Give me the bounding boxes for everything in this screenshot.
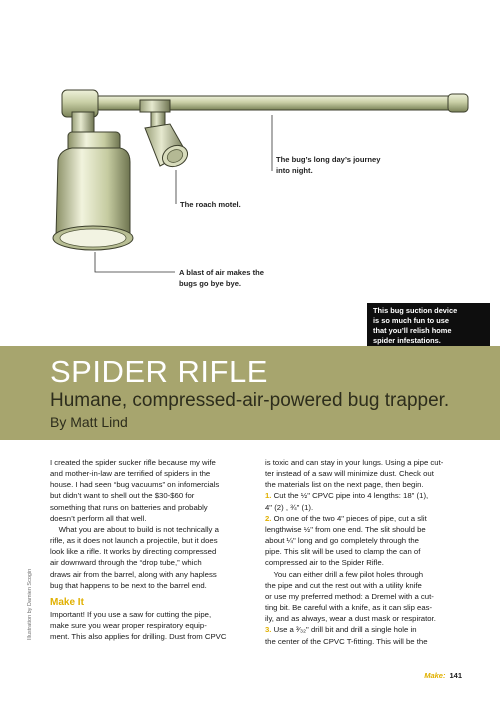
article-title: SPIDER RIFLE xyxy=(50,354,268,389)
step-number: 1. xyxy=(265,491,272,501)
body-line: about ¼" long and go completely through the xyxy=(265,536,419,546)
body-line: and mother-in-law are terrified of spiders in the xyxy=(50,469,211,479)
spider-rifle-illustration xyxy=(0,0,500,345)
page-footer xyxy=(424,671,462,680)
step-3-line: 3. Use a ³⁄₃₂" drill bit and drill a single hole in xyxy=(265,625,417,635)
body-line: You can either drill a few pilot holes through xyxy=(265,569,424,579)
make-it-heading: Make It xyxy=(50,596,84,608)
body-line: house. I had seen “bug vacuums” on infomercials xyxy=(50,480,220,490)
step-number: 2. xyxy=(265,513,272,523)
body-line: but didn’t want to shell out the $30-$60 for xyxy=(50,491,195,501)
body-line: doesn’t perform all that well. xyxy=(50,513,147,523)
body-line: the center of the CPVC T-fitting. This will be the xyxy=(265,636,428,646)
body-line: the materials list on the next page, then begin. xyxy=(265,480,424,490)
body-line: something that runs on batteries and probably xyxy=(50,502,208,512)
step-2-line: 2. On one of the two 4" pieces of pipe, cut a slit xyxy=(265,513,427,523)
air-can xyxy=(53,132,133,250)
body-line: pipe. This slit will be used to clamp the can of xyxy=(265,547,421,557)
callout-roach-motel: The roach motel. xyxy=(180,200,241,209)
body-line: air downward through the “drop tube,” which xyxy=(50,558,202,568)
callout-journey: The bug’s long day’s journey into night. xyxy=(276,155,381,175)
magazine-name: Make: xyxy=(424,671,446,680)
roach-motel-nozzle xyxy=(145,112,191,171)
page-number: 141 xyxy=(449,671,462,680)
callout-blast: A blast of air makes the bugs go bye bye. xyxy=(179,268,264,288)
body-line: or use my preferred method: a Dremel with a cut- xyxy=(265,591,434,601)
body-line: 4" (2) , ¾" (1). xyxy=(265,502,314,512)
body-line: ting bit. Be careful with a knife, as it can slip eas- xyxy=(265,603,433,613)
step-number: 3. xyxy=(265,625,272,635)
byline: By Matt Lind xyxy=(50,414,128,430)
body-line: Important! If you use a saw for cutting the pipe, xyxy=(50,609,212,619)
body-line: rifle, as it does not launch a projectile, but it does xyxy=(50,536,218,546)
body-line: lengthwise ½" from one end. The slit should be xyxy=(265,524,426,534)
caption-box: This bug suction device is so much fun to use that you’ll relish home spider infestations. xyxy=(367,303,490,346)
body-line: ment. This also applies for drilling. Dust from CPVC xyxy=(50,632,227,642)
body-line: compressed air to the Spider Rifle. xyxy=(265,558,384,568)
step-1-line: 1. Cut the ½" CPVC pipe into 4 lengths: 18" (1), xyxy=(265,491,429,501)
body-line: What you are about to build is not technically a xyxy=(50,524,219,534)
article-column-1 xyxy=(50,457,260,642)
article-subtitle: Humane, compressed-air-powered bug trapper. xyxy=(50,390,450,411)
body-line: bug that happens to be next to the barrel end. xyxy=(50,580,207,590)
body-line: ily, and as always, wear a dust mask or respirator. xyxy=(265,614,436,624)
body-line: is toxic and can stay in your lungs. Using a pipe cut- xyxy=(265,458,444,467)
body-line: ter instead of a saw will minimize dust. Check out xyxy=(265,469,434,479)
body-line: look like a rifle. It works by directing compressed xyxy=(50,547,217,557)
article-column-2 xyxy=(265,457,480,647)
illustration-credit: Illustration by Damien Scogin xyxy=(27,568,33,640)
body-line: I created the spider sucker rifle because my wife xyxy=(50,458,216,467)
body-line: the pipe and cut the rest out with a utility knife xyxy=(265,580,422,590)
body-line: draws air from the barrel, along with any hapless xyxy=(50,569,217,579)
body-line: make sure you wear proper respiratory equip- xyxy=(50,621,207,631)
